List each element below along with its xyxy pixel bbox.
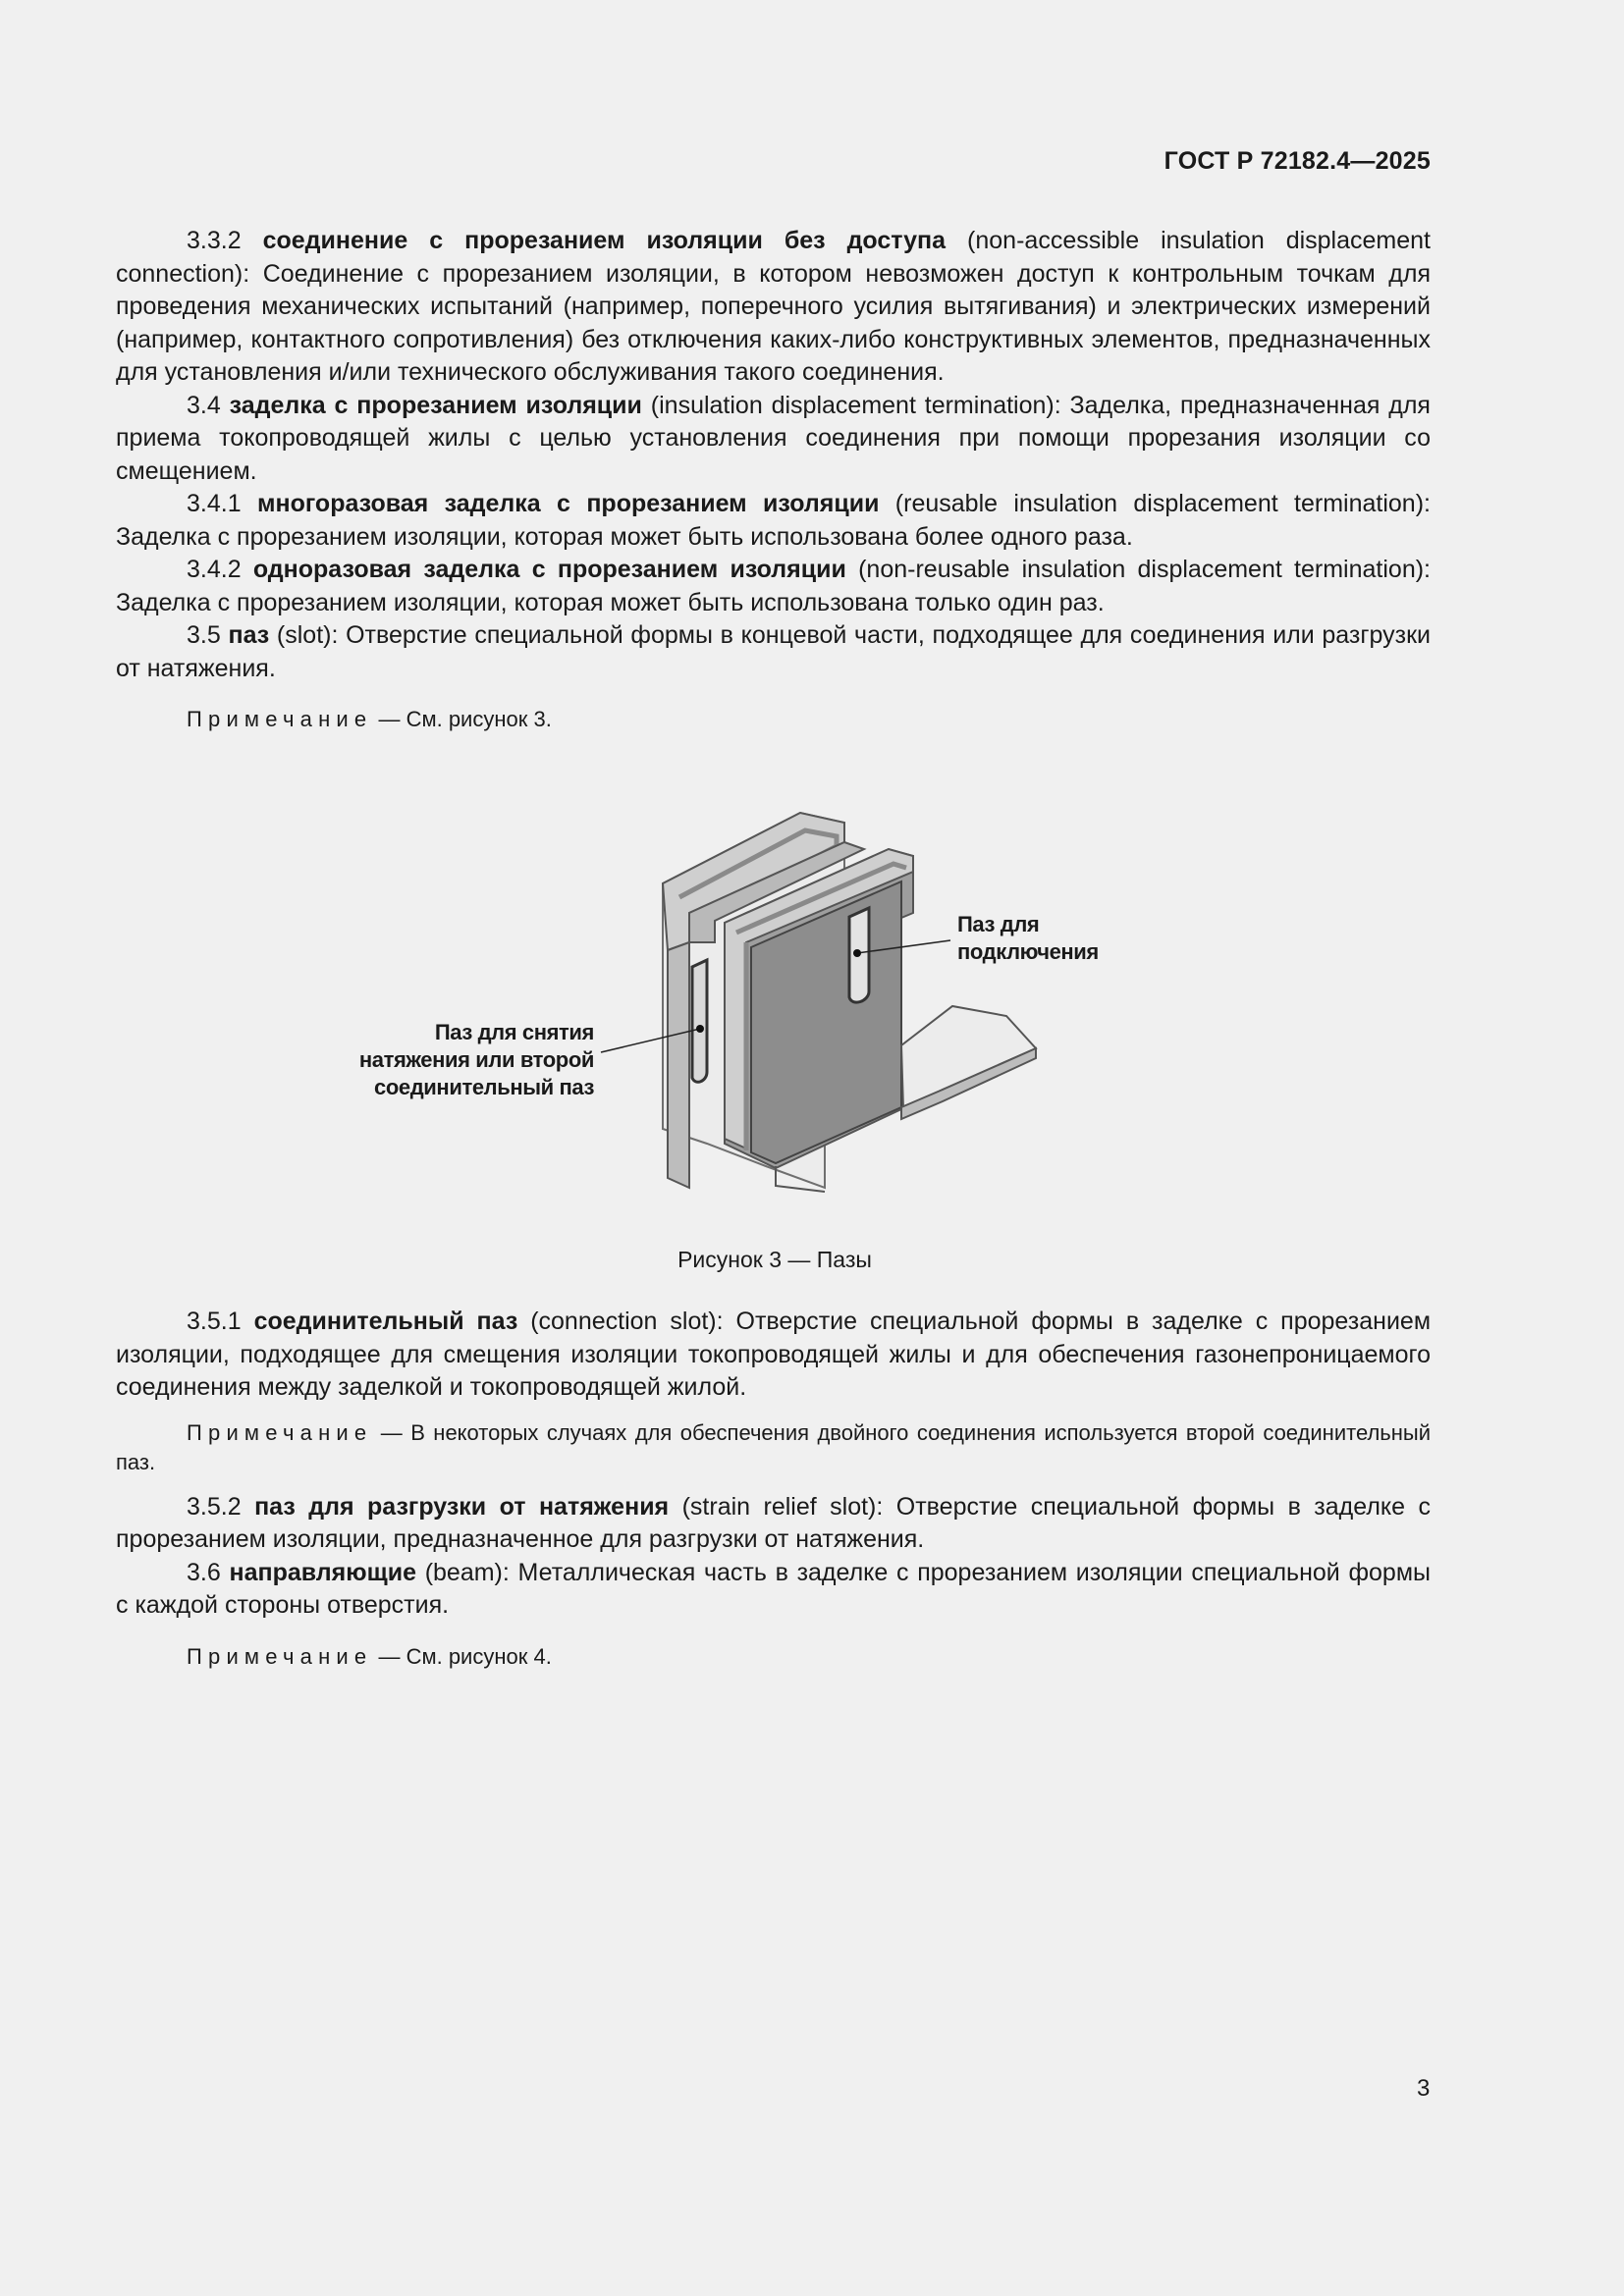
note-2: Примечание — В некоторых случаях для обеспечения двойного соединения используется второй соединительный паз. — [116, 1419, 1431, 1474]
term-3-5: 3.5 паз (slot): Отверстие специальной формы в концевой части, подходящее для соединения или разгрузки от натяжения. — [116, 621, 1432, 682]
figure-caption: Рисунок 3 — Пазы — [677, 1247, 872, 1272]
term-3-5-1: 3.5.1 соединительный паз (connection slot): Отверстие специальной формы в заделке с прорезанием изоляции, подходящее для смещения изоляции токопроводящей жилы и для обеспечения газонепроницаемого соединения между заделкой и токопроводящей жилой. — [116, 1308, 1432, 1401]
term-3-4-1: 3.4.1 многоразовая заделка с прорезанием изоляции (reusable insulation displacement termination): Заделка с прорезанием изоляции, которая может быть использована более одного раза. — [116, 490, 1431, 551]
idc-terminal-illustration — [314, 795, 1119, 1237]
document-code: ГОСТ Р 72182.4—2025 — [1164, 147, 1431, 175]
term-3-3-2: 3.3.2 соединение с прорезанием изоляции без доступа (non-accessible insulation displacement connection): Соединение с прорезанием изоляции, в котором невозможен доступ к контрольным точкам для проведения механических испытаний (например, поперечного усилия вытягивания) и электрических измерений (например, контактного сопротивления) без отключения каких-либо конструктивных элементов, предназначенных для установления и/или технического обслуживания такого соединения. — [116, 227, 1432, 386]
figure-3 — [314, 795, 1119, 1237]
term-3-6: 3.6 направляющие (beam): Металлическая часть в заделке с прорезанием изоляции специальной формы с каждой стороны отверстия. — [116, 1558, 1431, 1619]
term-3-5-2: 3.5.2 паз для разгрузки от натяжения (strain relief slot): Отверстие специальной формы в заделке с прорезанием изоляции, предназначенное для разгрузки от натяжения. — [116, 1492, 1431, 1553]
term-3-4-2: 3.4.2 одноразовая заделка с прорезанием изоляции (non-reusable insulation displacement termination): Заделка с прорезанием изоляции, которая может быть использована только один раз. — [116, 556, 1431, 616]
text-section-1 — [116, 225, 1431, 734]
label-connection-slot: Паз для подключения — [957, 912, 1099, 964]
note-3: Примечание — См. рисунок 4. — [187, 1643, 552, 1669]
page-number: 3 — [1417, 2075, 1431, 2102]
label-strain-relief-slot: Паз для снятия натяжения или второй соединительный паз — [358, 1020, 594, 1099]
term-3-4: 3.4 заделка с прорезанием изоляции (insulation displacement termination): Заделка, предназначенная для приема токопроводящей жилы с целью установления соединения при помощи прорезания изоляции со смещением. — [116, 391, 1431, 485]
text-section-2 — [116, 1306, 1431, 1672]
note-1: Примечание — См. рисунок 3. — [187, 707, 552, 731]
